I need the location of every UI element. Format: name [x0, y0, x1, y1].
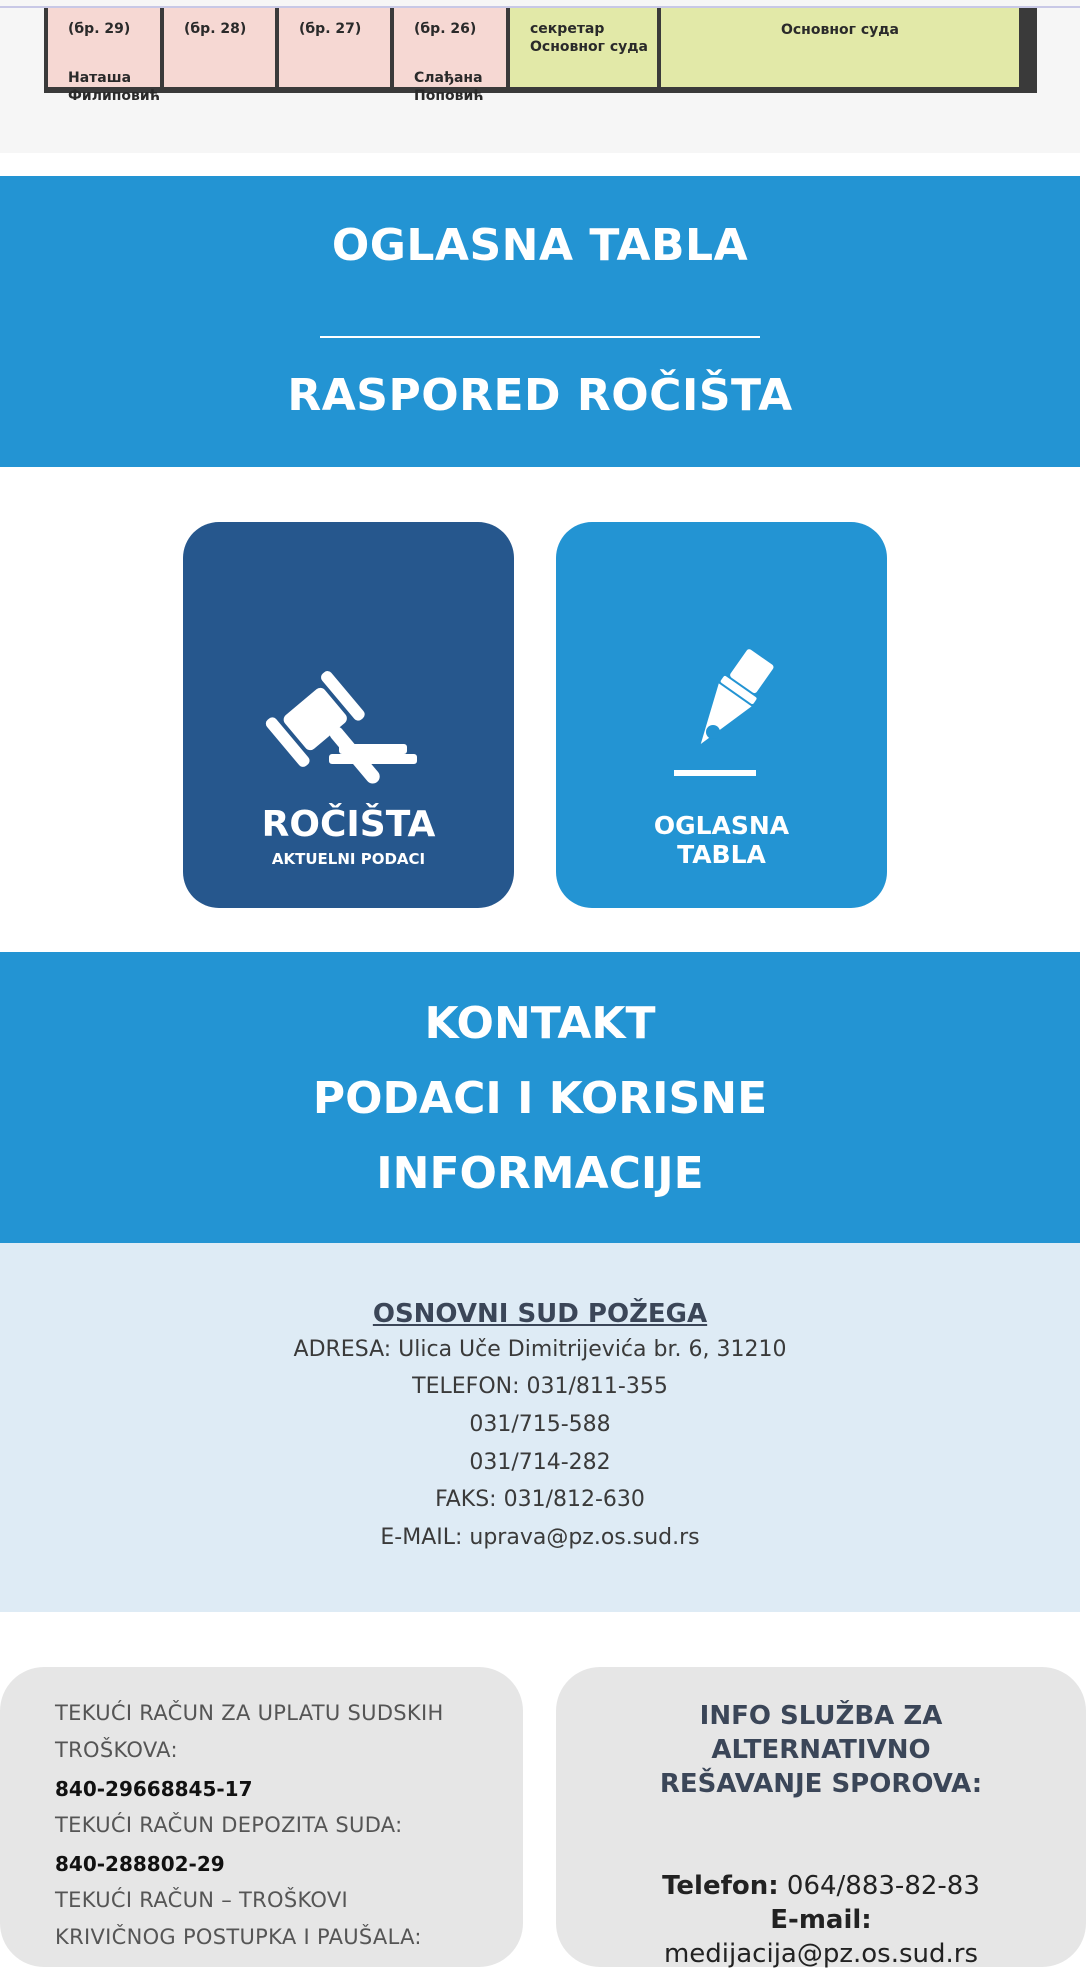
notice-tile-line2: TABLA: [677, 840, 766, 869]
office-cell: [661, 8, 1019, 87]
bank-accounts-card: [0, 1667, 523, 1967]
contact-heading: KONTAKT: [424, 998, 656, 1049]
notice-board-heading[interactable]: OGLASNA TABLA: [331, 220, 749, 271]
adr-phone[interactable]: [556, 1871, 1086, 1901]
hearings-tile-title: ROČIŠTA: [261, 804, 436, 845]
adr-phone-value[interactable]: 064/883-82-83: [786, 1871, 980, 1901]
court-fax: FAKS: 031/812-630: [435, 1487, 645, 1512]
office-number: (бр. 26): [414, 21, 477, 37]
account-label: KRIVIČNOG POSTUPKA I PAUŠALA:: [55, 1925, 422, 1949]
adr-info-card: [556, 1667, 1086, 1967]
banner-divider: [320, 336, 760, 338]
office-number: (бр. 28): [184, 21, 247, 37]
hearings-tile[interactable]: [183, 522, 514, 908]
hearings-tile-subtitle: AKTUELNI PODACI: [271, 850, 426, 868]
court-phone[interactable]: TELEFON: 031/811-355: [412, 1374, 668, 1399]
account-label: TEKUĆI RAČUN DEPOZITA SUDA:: [55, 1813, 403, 1837]
adr-phone-label: Telefon:: [662, 1871, 779, 1901]
office-cell: [510, 8, 657, 87]
court-phone[interactable]: 031/714-282: [469, 1450, 611, 1475]
account-label: TEKUĆI RAČUN – TROŠKOVI: [55, 1888, 349, 1912]
court-email[interactable]: E-MAIL: uprava@pz.os.sud.rs: [380, 1525, 700, 1550]
office-role: секретар Основног суда: [530, 21, 649, 55]
account-label: TEKUĆI RAČUN ZA UPLATU SUDSKIH: [55, 1701, 444, 1725]
account-number: 840-29668845-17: [55, 1777, 253, 1801]
office-cell: [279, 8, 390, 87]
notice-board-tile[interactable]: [556, 522, 887, 908]
adr-email-value[interactable]: medijacija@pz.os.sud.rs: [663, 1939, 979, 1969]
court-phone[interactable]: 031/715-588: [469, 1412, 611, 1437]
contact-banner: [0, 952, 1080, 1243]
office-role: Основног суда: [780, 22, 899, 38]
office-person: Наташа Филиповић: [68, 70, 160, 104]
adr-info-title: INFO SLUŽBA ZA: [699, 1701, 943, 1731]
account-label: TROŠKOVA:: [55, 1738, 178, 1762]
office-cell: [164, 8, 275, 87]
gavel-icon: [183, 648, 514, 768]
office-number: (бр. 29): [68, 21, 131, 37]
office-number: (бр. 27): [299, 21, 362, 37]
office-cell: [394, 8, 506, 104]
notice-board-banner: [0, 176, 1080, 467]
office-table: [44, 8, 1037, 104]
adr-info-title: ALTERNATIVNO: [711, 1735, 931, 1765]
hearing-schedule-heading[interactable]: RASPORED ROČIŠTA: [287, 370, 793, 421]
account-number: 840-288802-29: [55, 1852, 225, 1876]
court-name: OSNOVNI SUD POŽEGA: [372, 1299, 708, 1329]
adr-email-label-line: [556, 1905, 1086, 1935]
adr-email-label: E-mail:: [770, 1905, 872, 1935]
fountain-pen-icon: [556, 650, 887, 780]
office-table-section: [0, 0, 1080, 153]
court-address: ADRESA: Ulica Uče Dimitrijevića br. 6, 31210: [293, 1337, 787, 1362]
office-person: Слађана Поповић: [414, 70, 484, 104]
court-info-panel: [0, 1243, 1080, 1612]
notice-tile-line1: OGLASNA: [653, 811, 790, 840]
contact-subheading-2: INFORMACIJE: [376, 1148, 704, 1199]
adr-info-title: REŠAVANJE SPOROVA:: [659, 1769, 983, 1799]
contact-subheading-1: PODACI I KORISNE: [312, 1073, 768, 1124]
office-cell: [48, 8, 160, 104]
